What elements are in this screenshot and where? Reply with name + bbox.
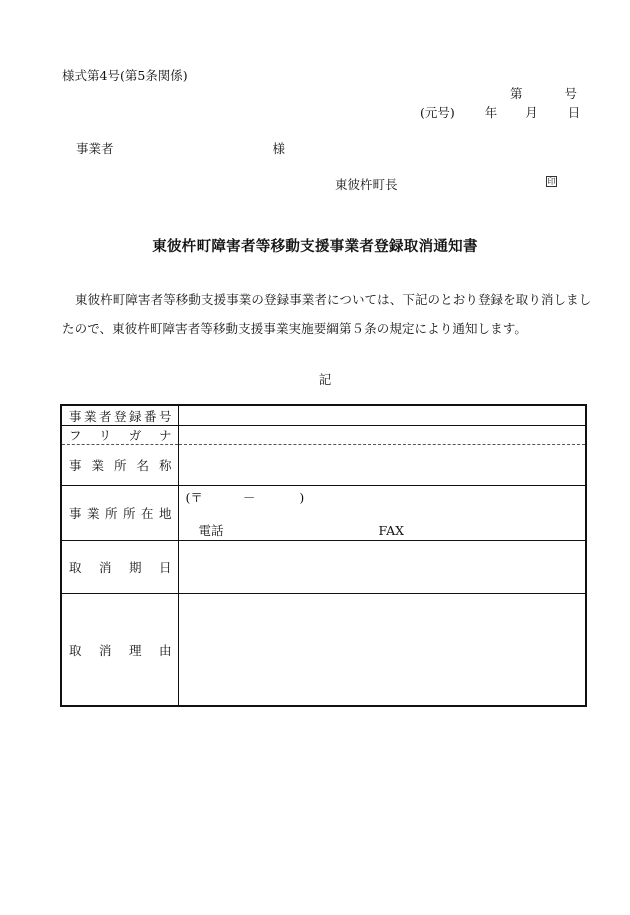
- table-row: [61, 541, 586, 594]
- document-date: [420, 103, 580, 121]
- office-address-label: 事業所所在地: [61, 486, 178, 541]
- addressee-label: 事業者: [76, 141, 114, 156]
- month-label: 月: [525, 105, 538, 120]
- office-address-field[interactable]: [178, 486, 586, 541]
- contact-line: [199, 521, 405, 539]
- addressee: [76, 139, 285, 157]
- table-row: [61, 594, 586, 707]
- cancel-reason-label: 取消理由: [61, 594, 178, 707]
- seal-mark: 印: [547, 177, 556, 186]
- postal-dash: －: [242, 490, 256, 505]
- year-label: 年: [484, 105, 498, 120]
- table-row: [61, 445, 586, 486]
- office-name-field[interactable]: [178, 445, 586, 486]
- table-row: [61, 405, 586, 426]
- furigana-field[interactable]: [178, 426, 586, 445]
- dai-label: 第: [510, 86, 523, 101]
- fax-label: FAX: [378, 523, 405, 538]
- go-label: 号: [564, 86, 578, 101]
- table-row: [61, 426, 586, 445]
- postal-open: (〒: [185, 490, 203, 505]
- registration-number-field[interactable]: [178, 405, 586, 426]
- issuer-name: 東彼杵町長: [335, 177, 398, 192]
- day-label: 日: [567, 105, 581, 120]
- furigana-label: フリガナ: [61, 426, 178, 445]
- table-row: [61, 486, 586, 541]
- cancel-reason-field[interactable]: [178, 594, 586, 707]
- postal-close: ): [299, 490, 305, 505]
- office-name-label: 事業所名称: [61, 445, 178, 486]
- form-number: 様式第4号(第5条関係): [62, 68, 188, 83]
- document-number: [510, 84, 577, 102]
- sama-label: 様: [272, 141, 286, 156]
- postal-code-line: [186, 488, 305, 506]
- ki-heading: 記: [318, 372, 332, 387]
- registration-number-label: 事業者登録番号: [61, 405, 178, 426]
- body-paragraph: 東彼杵町障害者等移動支援事業の登録事業者については、下記のとおり登録を取り消しましたので、東彼杵町障害者等移動支援事業実施要綱第５条の規定により通知します。: [62, 292, 592, 336]
- cancel-date-label: 取消期日: [61, 541, 178, 594]
- cancel-date-field[interactable]: [178, 541, 586, 594]
- era-label: (元号): [420, 105, 455, 120]
- document-title: 東彼杵町障害者等移動支援事業者登録取消通知書: [152, 238, 478, 255]
- phone-label: 電話: [198, 523, 224, 538]
- details-table: [60, 404, 587, 707]
